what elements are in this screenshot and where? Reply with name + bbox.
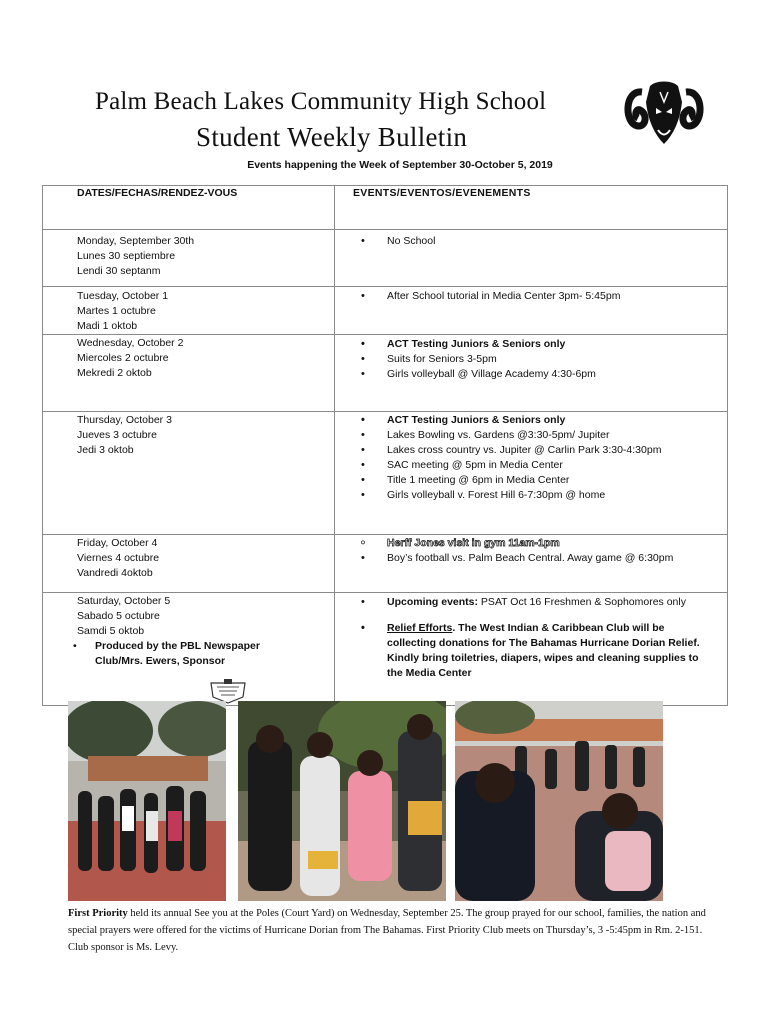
- ram-mascot-logo: [622, 72, 706, 150]
- date-line: Monday, September 30th: [77, 235, 195, 247]
- date-line: Viernes 4 octubre: [77, 552, 160, 564]
- table-row: [43, 230, 728, 287]
- event-item: [353, 621, 727, 681]
- bulletin-title: Student Weekly Bulletin: [196, 122, 468, 152]
- date-cell: [43, 593, 335, 706]
- date-cell: [43, 287, 335, 335]
- relief-efforts-label: Relief Efforts: [387, 622, 453, 634]
- photo-courtyard-group: [455, 701, 663, 901]
- events-cell: [335, 335, 728, 412]
- caption-text: held its annual See you at the Poles (Court Yard) on Wednesday, September 25. The group prayed for our school, families, the nation and special prayers were offered for the victims of Hurricane Dorian from The Bahamas. First Priority Club meets on Thursday’s, 3 -5:45pm in Rm. 2-151. Club sponsor is Ms. Levy.: [68, 908, 706, 953]
- events-cell: [335, 230, 728, 287]
- event-item: • Herff Jones visit in gym 11am-1pm: [353, 536, 727, 551]
- date-line: Thursday, October 3: [77, 414, 172, 426]
- date-line: Mekredi 2 oktob: [77, 367, 152, 379]
- first-priority-club-name: First Priority: [68, 908, 128, 919]
- photo-courtyard-circle: [68, 701, 226, 901]
- event-item: [353, 595, 727, 610]
- table-row: [43, 535, 728, 593]
- dates-column-header: DATES/FECHAS/RENDEZ-VOUS: [43, 186, 335, 230]
- table-row: [43, 412, 728, 535]
- event-item: • Boy’s football vs. Palm Beach Central. Away game @ 6:30pm: [353, 551, 727, 566]
- date-line: Martes 1 octubre: [77, 305, 156, 317]
- date-line: Friday, October 4: [77, 537, 158, 549]
- date-cell: [43, 230, 335, 287]
- newspaper-credit: • Produced by the PBL Newspaper Club/Mrs. Ewers, Sponsor: [77, 639, 295, 669]
- events-cell: [335, 593, 728, 706]
- photo-students-praying: [238, 701, 446, 901]
- event-item: • ACT Testing Juniors & Seniors only: [353, 413, 727, 428]
- event-item: • Girls volleyball v. Forest Hill 6-7:30pm @ home: [353, 488, 727, 503]
- event-item: • Girls volleyball @ Village Academy 4:30-6pm: [353, 367, 727, 382]
- date-line: Sabado 5 octubre: [77, 610, 160, 622]
- upcoming-events-label: Upcoming events:: [387, 596, 479, 608]
- events-table: [42, 185, 728, 706]
- event-item: • Suits for Seniors 3-5pm: [353, 352, 727, 367]
- photo-caption: [68, 905, 708, 956]
- table-row: [43, 287, 728, 335]
- upcoming-events-text: PSAT Oct 16 Freshmen & Sophomores only: [478, 596, 686, 608]
- events-cell: [335, 535, 728, 593]
- events-column-header: EVENTS/EVENTOS/EVENEMENTS: [335, 186, 728, 230]
- event-item: • No School: [353, 234, 727, 249]
- table-row: [43, 335, 728, 412]
- date-cell: [43, 412, 335, 535]
- event-item: • Lakes cross country vs. Jupiter @ Carlin Park 3:30-4:30pm: [353, 443, 727, 458]
- date-line: Miercoles 2 octubre: [77, 352, 169, 364]
- date-line: Lendi 30 septanm: [77, 265, 161, 277]
- date-cell: [43, 335, 335, 412]
- event-item: • ACT Testing Juniors & Seniors only: [353, 337, 727, 352]
- date-line: Wednesday, October 2: [77, 337, 184, 349]
- date-line: Madi 1 oktob: [77, 320, 138, 332]
- relief-efforts-text: . The West Indian & Caribbean Club will be collecting donations for The Bahamas Hurricane Dorian Relief. Kindly bring toiletries, diapers, wipes and cleaning supplies to the Media Center: [387, 622, 700, 679]
- date-line: Vandredi 4oktob: [77, 567, 153, 579]
- event-item: • After School tutorial in Media Center 3pm- 5:45pm: [353, 289, 727, 304]
- event-item: • SAC meeting @ 5pm in Media Center: [353, 458, 727, 473]
- date-line: Jueves 3 octubre: [77, 429, 157, 441]
- table-row: [43, 593, 728, 706]
- date-cell: [43, 535, 335, 593]
- date-line: Tuesday, October 1: [77, 290, 169, 302]
- event-item: • Lakes Bowling vs. Gardens @3:30-5pm/ Jupiter: [353, 428, 727, 443]
- bulletin-subtitle: Events happening the Week of September 30-October 5, 2019: [247, 159, 553, 171]
- date-line: Samdi 5 oktob: [77, 625, 145, 637]
- date-line: Jedi 3 oktob: [77, 444, 134, 456]
- school-name: Palm Beach Lakes Community High School: [95, 88, 547, 115]
- date-line: Saturday, October 5: [77, 595, 171, 607]
- event-item: • Title 1 meeting @ 6pm in Media Center: [353, 473, 727, 488]
- table-header-row: [43, 186, 728, 230]
- events-cell: [335, 412, 728, 535]
- date-line: Lunes 30 septiembre: [77, 250, 176, 262]
- events-cell: [335, 287, 728, 335]
